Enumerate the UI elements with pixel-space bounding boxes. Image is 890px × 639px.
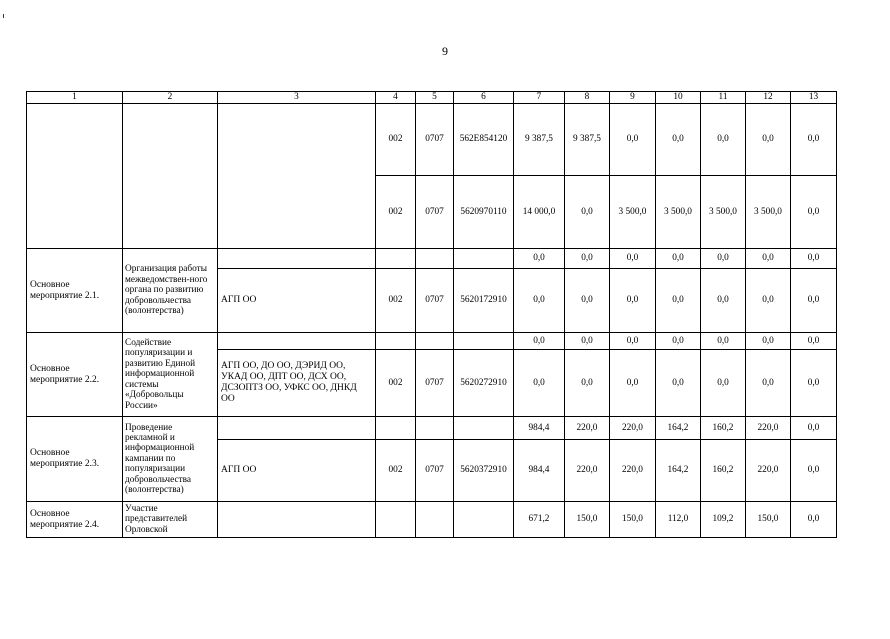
value-cell: 0,0 <box>656 350 701 417</box>
header-cell: 12 <box>746 92 791 104</box>
value-cell: 0,0 <box>791 350 837 417</box>
event-name: Основное мероприятие 2.2. <box>27 333 123 417</box>
empty-cell <box>27 104 123 249</box>
header-row <box>27 92 837 104</box>
value-cell: 0,0 <box>791 502 837 538</box>
value-cell: 0,0 <box>701 269 746 333</box>
value-cell: 0,0 <box>656 249 701 269</box>
table-row <box>27 249 837 269</box>
header-cell: 11 <box>701 92 746 104</box>
empty-cell <box>376 417 416 440</box>
value-cell: 0,0 <box>610 333 656 350</box>
event-name: Основное мероприятие 2.1. <box>27 249 123 333</box>
empty-cell <box>218 417 376 440</box>
page-number: 9 <box>442 44 448 58</box>
value-cell: 0,0 <box>656 333 701 350</box>
value-cell: 0,0 <box>514 249 565 269</box>
value-cell: 671,2 <box>514 502 565 538</box>
header-cell: 9 <box>610 92 656 104</box>
code-cell: 002 <box>376 440 416 502</box>
header-cell: 13 <box>791 92 837 104</box>
value-cell: 0,0 <box>565 269 610 333</box>
empty-cell <box>218 104 376 249</box>
empty-cell <box>376 333 416 350</box>
event-description: Организация работы межведомствен-ного органа по развитию добровольчества (волонтерства) <box>123 249 218 333</box>
header-cell: 7 <box>514 92 565 104</box>
value-cell: 160,2 <box>701 417 746 440</box>
value-cell: 9 387,5 <box>565 104 610 176</box>
empty-cell <box>218 333 376 350</box>
value-cell: 0,0 <box>701 104 746 176</box>
value-cell: 0,0 <box>514 269 565 333</box>
value-cell: 0,0 <box>746 350 791 417</box>
header-cell: 6 <box>454 92 514 104</box>
value-cell: 0,0 <box>791 269 837 333</box>
value-cell: 0,0 <box>746 104 791 176</box>
value-cell: 0,0 <box>565 350 610 417</box>
empty-cell <box>454 502 514 538</box>
event-name: Основное мероприятие 2.3. <box>27 417 123 502</box>
value-cell: 0,0 <box>791 440 837 502</box>
value-cell: 0,0 <box>791 104 837 176</box>
header-cell: 5 <box>416 92 454 104</box>
value-cell: 220,0 <box>746 440 791 502</box>
value-cell: 0,0 <box>701 249 746 269</box>
code-cell: 0707 <box>416 176 454 249</box>
empty-cell <box>416 249 454 269</box>
value-cell: 0,0 <box>791 176 837 249</box>
empty-cell <box>376 249 416 269</box>
table-row <box>27 104 837 176</box>
value-cell: 220,0 <box>746 417 791 440</box>
value-cell: 220,0 <box>565 417 610 440</box>
code-cell: 5620172910 <box>454 269 514 333</box>
value-cell: 0,0 <box>701 333 746 350</box>
value-cell: 160,2 <box>701 440 746 502</box>
code-cell: 002 <box>376 104 416 176</box>
value-cell: 14 000,0 <box>514 176 565 249</box>
value-cell: 112,0 <box>656 502 701 538</box>
empty-cell <box>218 502 376 538</box>
value-cell: 150,0 <box>565 502 610 538</box>
value-cell: 0,0 <box>746 333 791 350</box>
empty-cell <box>416 417 454 440</box>
program-activities-table <box>26 91 837 538</box>
value-cell: 3 500,0 <box>610 176 656 249</box>
empty-cell <box>376 502 416 538</box>
value-cell: 984,4 <box>514 417 565 440</box>
value-cell: 220,0 <box>610 440 656 502</box>
empty-cell <box>218 249 376 269</box>
value-cell: 0,0 <box>565 333 610 350</box>
code-cell: 002 <box>376 269 416 333</box>
value-cell: 3 500,0 <box>746 176 791 249</box>
value-cell: 0,0 <box>610 269 656 333</box>
value-cell: 0,0 <box>514 350 565 417</box>
event-name: Основное мероприятие 2.4. <box>27 502 123 538</box>
code-cell: 0707 <box>416 350 454 417</box>
scan-mark <box>3 14 4 18</box>
code-cell: 5620970110 <box>454 176 514 249</box>
event-description: Участие представителей Орловской <box>123 502 218 538</box>
value-cell: 3 500,0 <box>701 176 746 249</box>
code-cell: 0707 <box>416 104 454 176</box>
empty-cell <box>416 502 454 538</box>
executor-cell: АГП ОО <box>218 269 376 333</box>
value-cell: 220,0 <box>565 440 610 502</box>
empty-cell <box>454 417 514 440</box>
empty-cell <box>123 104 218 249</box>
code-cell: 0707 <box>416 269 454 333</box>
table-row <box>27 502 837 538</box>
table-row <box>27 417 837 440</box>
value-cell: 984,4 <box>514 440 565 502</box>
header-cell: 10 <box>656 92 701 104</box>
event-description: Содействие популяризации и развитию Единой информационной системы «Добровольцы России» <box>123 333 218 417</box>
empty-cell <box>454 249 514 269</box>
header-cell: 8 <box>565 92 610 104</box>
value-cell: 0,0 <box>610 249 656 269</box>
code-cell: 002 <box>376 176 416 249</box>
value-cell: 164,2 <box>656 417 701 440</box>
event-description: Проведение рекламной и информационной кампании по популяризации добровольчества (волонтерства) <box>123 417 218 502</box>
code-cell: 5620372910 <box>454 440 514 502</box>
value-cell: 109,2 <box>701 502 746 538</box>
value-cell: 164,2 <box>656 440 701 502</box>
value-cell: 0,0 <box>656 104 701 176</box>
table-row <box>27 333 837 350</box>
header-cell: 3 <box>218 92 376 104</box>
value-cell: 0,0 <box>656 269 701 333</box>
value-cell: 0,0 <box>746 249 791 269</box>
value-cell: 150,0 <box>746 502 791 538</box>
value-cell: 0,0 <box>565 176 610 249</box>
code-cell: 5620272910 <box>454 350 514 417</box>
empty-cell <box>416 333 454 350</box>
value-cell: 0,0 <box>610 104 656 176</box>
value-cell: 0,0 <box>746 269 791 333</box>
header-cell: 2 <box>123 92 218 104</box>
value-cell: 0,0 <box>610 350 656 417</box>
value-cell: 0,0 <box>791 333 837 350</box>
executor-cell: АГП ОО <box>218 440 376 502</box>
value-cell: 220,0 <box>610 417 656 440</box>
header-cell: 4 <box>376 92 416 104</box>
value-cell: 0,0 <box>565 249 610 269</box>
value-cell: 0,0 <box>514 333 565 350</box>
value-cell: 0,0 <box>791 249 837 269</box>
header-cell: 1 <box>27 92 123 104</box>
executor-cell: АГП ОО, ДО ОО, ДЭРИД ОО, УКАД ОО, ДПТ ОО, ДСХ ОО, ДСЗОПТЗ ОО, УФКС ОО, ДНКД ОО <box>218 350 376 417</box>
code-cell: 0707 <box>416 440 454 502</box>
value-cell: 9 387,5 <box>514 104 565 176</box>
value-cell: 3 500,0 <box>656 176 701 249</box>
value-cell: 150,0 <box>610 502 656 538</box>
value-cell: 0,0 <box>791 417 837 440</box>
empty-cell <box>454 333 514 350</box>
code-cell: 002 <box>376 350 416 417</box>
value-cell: 0,0 <box>701 350 746 417</box>
code-cell: 562E854120 <box>454 104 514 176</box>
